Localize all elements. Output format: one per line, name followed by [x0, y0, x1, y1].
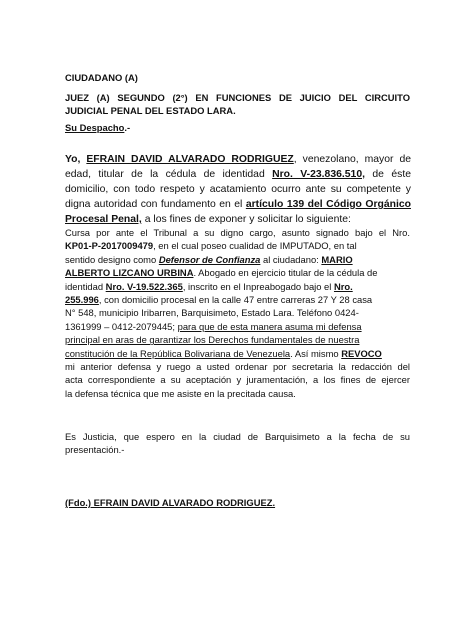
body-line-11: mi anterior defensa y ruego a usted ordenar por secretaria la redacción del — [65, 361, 410, 373]
body-line-12: acta correspondiente a su aceptación y juramentación, a los fines de ejercer — [65, 374, 410, 386]
intro-text-3: a los fines de exponer y solicitar lo siguiente: — [144, 214, 351, 225]
closing-paragraph — [65, 430, 410, 457]
body-line-8-pre: 1361999 – 0412-2079445; — [65, 320, 178, 332]
court-heading-line-2: JUDICIAL PENAL DEL ESTADO LARA. — [65, 105, 236, 117]
signature-line: (Fdo.) EFRAIN DAVID ALVARADO RODRIGUEZ. — [65, 497, 276, 508]
body-line-7: N° 548, municipio Iribarren, Barquisimeto, Estado Lara. Teléfono 0424- — [65, 307, 359, 319]
closing-line-1: Es Justicia, que espero en la ciudad de Barquisimeto a la fecha de su — [65, 431, 410, 442]
body-line-5-pre: identidad — [65, 280, 106, 292]
body-line-2-text: , en el cual poseo cualidad de IMPUTADO, en tal — [153, 240, 357, 252]
body-line-4-text: . Abogado en ejercicio titular de la cédula de — [193, 267, 378, 279]
body-line-2 — [65, 239, 410, 252]
lawyer-cedula: Nro. V-19.522.365 — [105, 280, 183, 292]
revoco-word: REVOCO — [341, 347, 382, 359]
body-line-3-pre: sentido designo como — [65, 253, 159, 265]
intro-text-1: , venezolano, mayor de edad, titular de la cédula de identidad — [65, 154, 412, 180]
body-paragraph — [65, 226, 410, 400]
lawyer-name-last: ALBERTO LIZCANO URBINA — [65, 267, 194, 279]
body-line-9: principal en aras de garantizar los Derechos fundamentales de nuestra — [65, 334, 360, 346]
closing-line-2: presentación.- — [65, 444, 125, 456]
salutation: CIUDADANO (A) — [65, 72, 138, 83]
despacho-text: Su Despacho — [65, 122, 125, 133]
body-line-3-mid: al ciudadano: — [260, 253, 322, 265]
court-heading-line-1: JUEZ (A) SEGUNDO (2°) EN FUNCIONES DE JUICIO DEL CIRCUITO — [65, 92, 410, 103]
body-line-10 — [65, 347, 410, 360]
defensor-label: Defensor de Confianza — [158, 253, 261, 265]
body-line-3 — [65, 253, 410, 266]
body-line-10-underlined: constitución de la República Bolivariana de Venezuela — [65, 347, 291, 359]
case-number: KP01-P-2017009479 — [65, 240, 154, 252]
body-line-6-text: , con domicilio procesal en la calle 47 entre carreras 27 Y 28 casa — [98, 294, 373, 306]
despacho-suffix: .- — [124, 122, 131, 133]
body-line-1: Cursa por ante el Tribunal a su digno cargo, asunto signado bajo el Nro. — [65, 227, 410, 238]
despacho — [65, 121, 410, 134]
body-line-8-underlined: para que de esta manera asuma mi defensa — [177, 320, 362, 332]
body-line-13: la defensa técnica que me asiste en la precitada causa. — [65, 387, 296, 399]
applicant-cedula: Nro. V-23.836.510, — [272, 169, 366, 180]
body-line-5-mid: , inscrito en el Inpreabogado bajo el — [182, 280, 334, 292]
body-line-4 — [65, 266, 410, 279]
inpre-number: 255.996 — [65, 294, 99, 306]
intro-text-2: de éste domicilio, con todo respeto y acatamiento ocurro ante su competente y digna autoridad con fundamento en el — [65, 169, 411, 210]
body-line-10-mid: . Así mismo — [290, 347, 342, 359]
lawyer-name-first: MARIO — [321, 253, 353, 265]
body-line-5 — [65, 280, 410, 293]
body-line-6 — [65, 293, 410, 306]
body-line-8 — [65, 320, 410, 333]
intro-yo: Yo, — [65, 154, 81, 165]
court-heading — [65, 91, 410, 118]
inpre-label: Nro. — [333, 280, 353, 292]
legal-article: artículo 139 del Código Orgánico Procesal Penal, — [65, 199, 411, 225]
intro-paragraph — [65, 152, 411, 227]
applicant-name: EFRAIN DAVID ALVARADO RODRIGUEZ — [86, 154, 294, 165]
